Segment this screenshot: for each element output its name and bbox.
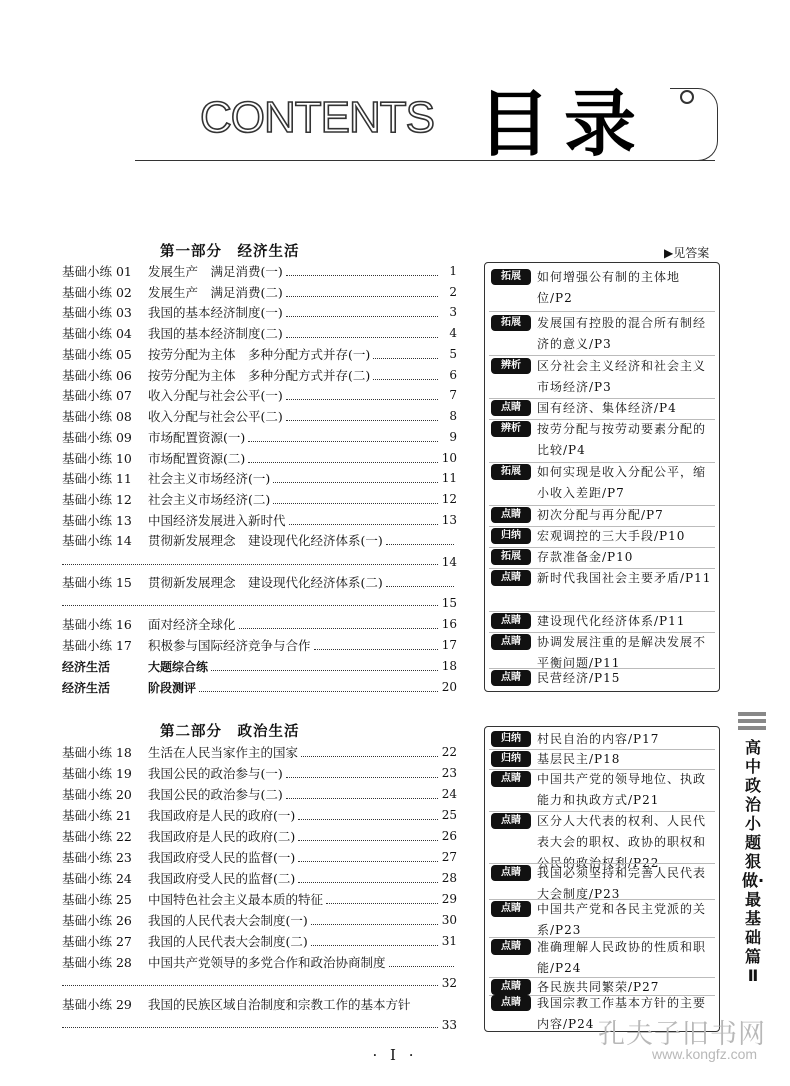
toc-label: 基础小练 17 [62,638,132,653]
toc-row[interactable] [62,931,457,951]
toc-label: 基础小练 03 [62,305,132,320]
toc-leader [286,798,438,799]
page-title: 目录 [478,82,651,166]
toc-label: 基础小练 21 [62,808,132,823]
note-tag: 辨析 [491,358,531,374]
toc-page: 4 [449,326,457,340]
note-tag: 点睛 [491,813,531,829]
toc-page: 1 [449,264,457,278]
note-item[interactable] [491,419,713,461]
toc-label: 基础小练 19 [62,766,132,781]
note-tag: 点睛 [491,670,531,686]
part2-notes-box [484,726,720,1032]
toc-label: 基础小练 22 [62,829,132,844]
toc-title: 面对经济全球化 [148,617,236,632]
toc-title: 中国特色社会主义最本质的特征 [148,892,324,907]
toc-title: 市场配置资源(二) [148,451,246,466]
toc-page: 33 [441,1018,457,1032]
toc-row[interactable] [62,635,457,655]
toc-leader [62,1027,438,1028]
toc-title: 我国公民的政治参与(二) [148,787,283,802]
note-item[interactable] [491,547,713,568]
note-tag: 拓展 [491,269,531,285]
note-tag: 点睛 [491,771,531,787]
toc-title: 贯彻新发展理念 建设现代化经济体系(二) [148,575,383,590]
toc-leader [239,628,438,629]
toc-leader [248,441,438,442]
note-item[interactable] [491,398,713,419]
toc-leader [199,691,438,692]
toc-title: 按劳分配为主体 多种分配方式并存(一) [148,347,371,362]
toc-label: 基础小练 24 [62,871,132,886]
note-text: 区分社会主义经济和社会主义市场经济/P3 [537,359,707,394]
toc-label: 基础小练 08 [62,409,132,424]
toc-row[interactable] [62,656,457,676]
toc-label: 基础小练 15 [62,575,132,590]
toc-title: 中国经济发展进入新时代 [148,513,286,528]
toc-row[interactable] [62,784,457,804]
toc-row[interactable] [62,826,457,846]
toc-title: 我国政府是人民的政府(二) [148,829,296,844]
note-text: 中国共产党和各民主党派的关系/P23 [537,902,707,937]
part1-notes-box [484,262,720,692]
note-text: 建设现代化经济体系/P11 [537,614,686,628]
note-tag: 点睛 [491,613,531,629]
note-tag: 点睛 [491,400,531,416]
toc-leader [389,966,454,967]
toc-page: 23 [441,766,457,780]
toc-leader [286,296,438,297]
note-item[interactable] [491,505,713,526]
toc-label: 基础小练 23 [62,850,132,865]
toc-label: 经济生活 [62,659,111,674]
toc-page: 8 [449,409,457,423]
toc-label: 基础小练 20 [62,787,132,802]
toc-page: 26 [441,829,457,843]
toc-title: 收入分配与社会公平(一) [148,388,283,403]
toc-page: 2 [449,285,457,299]
toc-label: 基础小练 25 [62,892,132,907]
note-divider [489,311,715,312]
note-tag: 点睛 [491,979,531,995]
toc-leader [273,482,438,483]
toc-leader [298,819,438,820]
note-tag: 辨析 [491,421,531,437]
note-item[interactable] [491,769,713,811]
note-item[interactable] [491,749,713,770]
part1-title: 第一部分 经济生活 [160,244,300,260]
toc-leader [286,777,438,778]
note-text: 发展国有控股的混合所有制经济的意义/P3 [537,316,707,351]
toc-leader [311,945,438,946]
toc-leader [326,903,438,904]
toc-page: 29 [441,892,457,906]
toc-title: 我国政府是人民的政府(一) [148,808,296,823]
note-tag: 拓展 [491,549,531,565]
note-tag: 拓展 [491,464,531,480]
toc-title: 按劳分配为主体 多种分配方式并存(二) [148,368,371,383]
note-tag: 归纳 [491,528,531,544]
toc-leader [286,399,438,400]
watermark-url: www.kongfz.com [652,1046,758,1062]
note-text: 我国必须坚持和完善人民代表大会制度/P23 [537,866,707,901]
toc-page: 20 [441,680,457,694]
toc-label: 基础小练 29 [62,997,132,1012]
toc-label: 基础小练 07 [62,388,132,403]
toc-page: 24 [441,787,457,801]
toc-label: 基础小练 09 [62,430,132,445]
toc-label: 基础小练 14 [62,533,132,548]
toc-title: 我国的民族区域自治制度和宗教工作的基本方针 [148,997,411,1012]
note-text: 宏观调控的三大手段/P10 [537,529,686,543]
note-item[interactable] [491,267,713,309]
note-tag: 点睛 [491,995,531,1011]
note-item[interactable] [491,356,713,398]
note-item[interactable] [491,526,713,547]
toc-title: 阶段测评 [148,680,197,695]
page-number: · I · [372,1046,418,1064]
toc-page: 32 [441,976,457,990]
toc-title: 发展生产 满足消费(二) [148,285,283,300]
note-text: 按劳分配与按劳动要素分配的比较/P4 [537,422,707,457]
toc-leader [62,985,438,986]
spine-decoration [738,712,766,733]
toc-row[interactable] [62,427,457,447]
note-item[interactable] [491,729,713,750]
toc-title: 我国的基本经济制度(一) [148,305,283,320]
toc-title: 我国政府受人民的监督(二) [148,871,296,886]
toc-label: 基础小练 01 [62,264,132,279]
toc-leader [286,337,438,338]
note-tag: 拓展 [491,315,531,331]
toc-leader [298,861,438,862]
toc-row-continuation[interactable] [62,974,457,992]
book-series-label: 高中政治 小题狠做·最基础篇Ⅱ [741,738,778,985]
toc-row[interactable] [62,468,457,488]
toc-leader [311,924,438,925]
note-text: 协调发展注重的是解决发展不平衡问题/P11 [537,635,707,670]
toc-label: 基础小练 06 [62,368,132,383]
toc-row-continuation[interactable] [62,594,457,612]
toc-title: 社会主义市场经济(一) [148,471,271,486]
toc-leader [286,316,438,317]
toc-page: 15 [441,596,457,610]
toc-title: 我国的人民代表大会制度(二) [148,934,308,949]
toc-page: 9 [449,430,457,444]
toc-leader [314,649,438,650]
toc-row[interactable] [62,994,457,1014]
toc-page: 22 [441,745,457,759]
toc-page: 5 [449,347,457,361]
toc-title: 积极参与国际经济竞争与合作 [148,638,311,653]
toc-leader [62,605,438,606]
toc-page: 16 [441,617,457,631]
toc-page: 11 [441,471,457,485]
toc-leader [386,544,454,545]
toc-row[interactable] [62,614,457,634]
toc-row-continuation[interactable] [62,553,457,571]
header-curve [670,88,718,161]
note-text: 基层民主/P18 [537,752,621,766]
toc-row[interactable] [62,365,457,385]
toc-row[interactable] [62,889,457,909]
toc-leader [301,756,438,757]
toc-leader [248,462,438,463]
toc-row[interactable] [62,530,457,550]
note-text: 如何实现是收入分配公平，缩小收入差距/P7 [537,465,707,500]
toc-row[interactable] [62,344,457,364]
note-text: 中国共产党的领导地位、执政能力和执政方式/P21 [537,772,707,807]
toc-title: 发展生产 满足消费(一) [148,264,283,279]
toc-row[interactable] [62,910,457,930]
toc-title: 我国公民的政治参与(一) [148,766,283,781]
note-item[interactable] [491,611,713,632]
toc-page: 10 [441,451,457,465]
toc-title: 贯彻新发展理念 建设现代化经济体系(一) [148,533,383,548]
note-item[interactable] [491,462,713,504]
toc-label: 基础小练 26 [62,913,132,928]
toc-row-continuation[interactable] [62,1016,457,1034]
note-tag: 点睛 [491,570,531,586]
toc-label: 基础小练 16 [62,617,132,632]
toc-leader [298,882,438,883]
toc-page: 17 [441,638,457,652]
note-text: 存款准备金/P10 [537,550,634,564]
toc-label: 基础小练 18 [62,745,132,760]
toc-label: 基础小练 10 [62,451,132,466]
toc-label: 基础小练 11 [62,471,132,486]
part2-title: 第二部分 政治生活 [160,724,300,740]
note-item[interactable] [491,899,713,941]
toc-label: 基础小练 28 [62,955,132,970]
toc-leader [289,524,438,525]
note-text: 区分人大代表的权利、人民代表大会的职权、政协的职权和公民的政治权利/P22 [537,814,707,870]
toc-row[interactable] [62,406,457,426]
note-text: 村民自治的内容/P17 [537,732,660,746]
toc-page: 30 [441,913,457,927]
toc-row[interactable] [62,302,457,322]
toc-row[interactable] [62,763,457,783]
toc-leader [373,379,438,380]
toc-row[interactable] [62,868,457,888]
toc-label: 经济生活 [62,680,111,695]
contents-word: CONTENTS [200,93,434,142]
toc-leader [373,358,438,359]
note-text: 国有经济、集体经济/P4 [537,401,677,415]
note-text: 新时代我国社会主要矛盾/P11 [537,571,712,585]
toc-title: 大题综合练 [148,659,209,674]
note-item[interactable] [491,313,713,355]
note-item[interactable] [491,937,713,979]
note-tag: 点睛 [491,901,531,917]
toc-page: 14 [441,555,457,569]
toc-leader [386,586,454,587]
answer-reference: ▶见答案 [664,246,710,260]
toc-page: 25 [441,808,457,822]
toc-page: 31 [441,934,457,948]
toc-row[interactable] [62,282,457,302]
note-tag: 点睛 [491,634,531,650]
note-text: 如何增强公有制的主体地位/P2 [537,270,681,305]
toc-row[interactable] [62,847,457,867]
toc-row[interactable] [62,742,457,762]
header [0,0,790,175]
toc-leader [273,503,438,504]
toc-row[interactable] [62,952,457,972]
watermark: 孔夫子旧书网 [598,1019,766,1050]
toc-leader [211,670,438,671]
note-text: 我国宗教工作基本方针的主要内容/P24 [537,996,707,1031]
toc-title: 社会主义市场经济(二) [148,492,271,507]
toc-leader [298,840,438,841]
toc-label: 基础小练 27 [62,934,132,949]
toc-row[interactable] [62,385,457,405]
toc-page: 28 [441,871,457,885]
toc-row[interactable] [62,805,457,825]
note-tag: 点睛 [491,939,531,955]
header-divider [135,160,715,161]
note-tag: 归纳 [491,731,531,747]
toc-title: 中国共产党领导的多党合作和政治协商制度 [148,955,386,970]
toc-leader [286,275,438,276]
toc-title: 我国的人民代表大会制度(一) [148,913,308,928]
note-item[interactable] [491,668,713,689]
note-item[interactable] [491,568,713,589]
toc-row[interactable] [62,323,457,343]
toc-title: 我国政府受人民的监督(一) [148,850,296,865]
toc-page: 12 [441,492,457,506]
toc-leader [62,564,438,565]
toc-page: 13 [441,513,457,527]
note-text: 民营经济/P15 [537,671,621,685]
note-text: 初次分配与再分配/P7 [537,508,664,522]
note-tag: 点睛 [491,507,531,523]
toc-title: 收入分配与社会公平(二) [148,409,283,424]
toc-title: 市场配置资源(一) [148,430,246,445]
toc-title: 生活在人民当家作主的国家 [148,745,299,760]
note-text: 准确理解人民政协的性质和职能/P24 [537,940,707,975]
toc-leader [286,420,438,421]
header-ring-icon [680,90,694,104]
toc-label: 基础小练 13 [62,513,132,528]
toc-title: 我国的基本经济制度(二) [148,326,283,341]
toc-label: 基础小练 04 [62,326,132,341]
toc-row[interactable] [62,677,457,697]
toc-row[interactable] [62,448,457,468]
toc-row[interactable] [62,510,457,530]
note-tag: 点睛 [491,865,531,881]
toc-row[interactable] [62,261,457,281]
toc-row[interactable] [62,572,457,592]
toc-label: 基础小练 02 [62,285,132,300]
note-text: 各民族共同繁荣/P27 [537,980,660,994]
toc-page: 7 [449,388,457,402]
toc-page: 18 [441,659,457,673]
toc-page: 27 [441,850,457,864]
toc-label: 基础小练 05 [62,347,132,362]
toc-label: 基础小练 12 [62,492,132,507]
toc-row[interactable] [62,489,457,509]
note-tag: 归纳 [491,751,531,767]
toc-page: 3 [449,305,457,319]
toc-page: 6 [449,368,457,382]
